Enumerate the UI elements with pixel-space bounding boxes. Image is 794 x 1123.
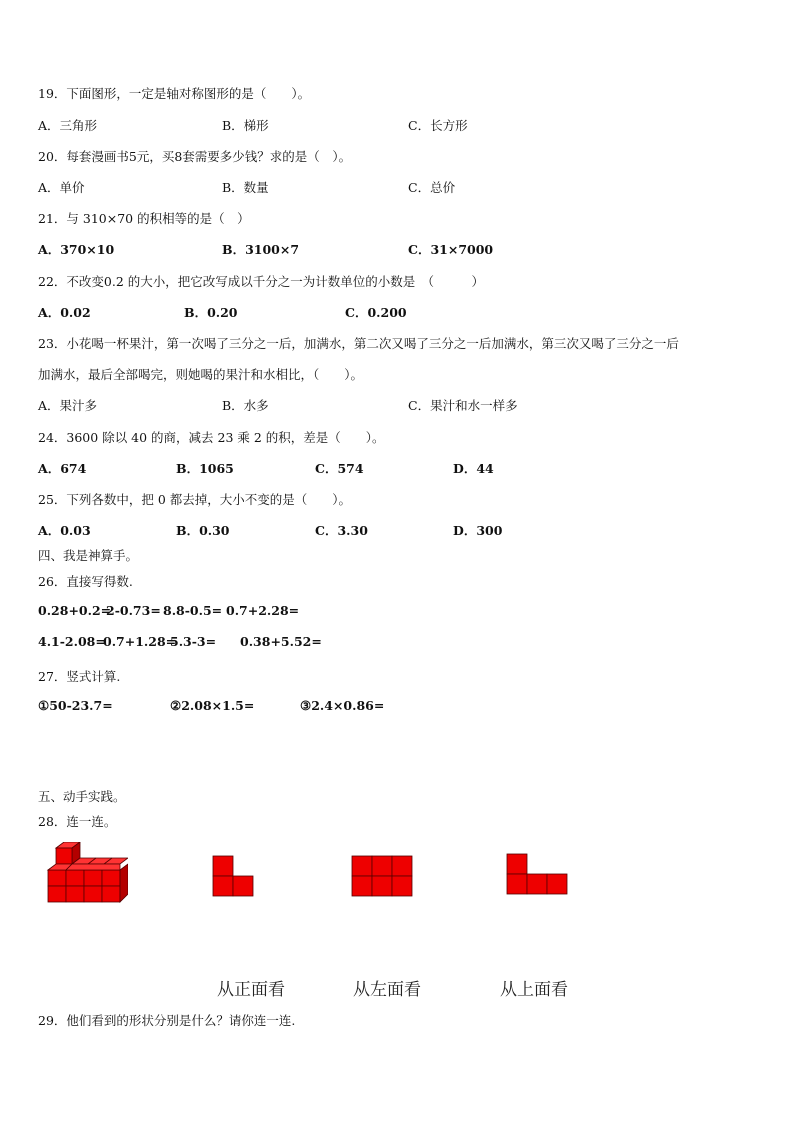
option-20c[interactable]: C．总价	[408, 180, 456, 195]
option-22a[interactable]: A．0.02	[38, 305, 91, 320]
option-20a[interactable]: A．单价	[38, 180, 85, 195]
question-27: 27．竖式计算.	[38, 669, 121, 684]
option-21a[interactable]: A．370×10	[38, 242, 115, 257]
view-shape-long-l[interactable]	[506, 853, 570, 895]
option-20b[interactable]: B．数量	[222, 180, 269, 195]
section-4-title: 四、我是神算手。	[38, 548, 139, 563]
option-25b[interactable]: B．0.30	[176, 523, 230, 538]
vertical-calc-3: ③2.4×0.86=	[300, 698, 385, 713]
view-shape-rect[interactable]	[351, 855, 413, 897]
option-19c[interactable]: C．长方形	[408, 118, 468, 133]
calc-8: 0.38+5.52=	[240, 634, 322, 649]
question-25: 25．下列各数中，把 0 都去掉，大小不变的是（ ）。	[38, 492, 352, 507]
question-26: 26．直接写得数.	[38, 574, 133, 589]
option-25a[interactable]: A．0.03	[38, 523, 91, 538]
option-24a[interactable]: A．674	[38, 461, 87, 476]
question-29: 29．他们看到的形状分别是什么？请你连一连.	[38, 1013, 296, 1028]
option-23b[interactable]: B．水多	[222, 398, 269, 413]
option-21c[interactable]: C．31×7000	[408, 242, 494, 257]
question-24: 24．3600 除以 40 的商，减去 23 乘 2 的积，差是（ ）。	[38, 430, 385, 445]
caption-left-view[interactable]: 从左面看	[353, 980, 421, 1000]
option-25d[interactable]: D．300	[453, 523, 503, 538]
question-28: 28．连一连。	[38, 814, 117, 829]
option-22b[interactable]: B．0.20	[184, 305, 238, 320]
caption-front-view[interactable]: 从正面看	[217, 980, 285, 1000]
option-25c[interactable]: C．3.30	[315, 523, 368, 538]
vertical-calc-1: ①50-23.7=	[38, 698, 113, 713]
option-23c[interactable]: C．果汁和水一样多	[408, 398, 518, 413]
question-21: 21．与 310×70 的积相等的是（ ）	[38, 211, 250, 226]
question-20: 20．每套漫画书5元，买8套需要多少钱？求的是（ ）。	[38, 149, 352, 164]
option-24c[interactable]: C．574	[315, 461, 364, 476]
calc-2: 2-0.73=	[106, 603, 161, 618]
option-24d[interactable]: D．44	[453, 461, 494, 476]
calc-3: 8.8-0.5=	[163, 603, 223, 618]
calc-4: 0.7+2.28=	[226, 603, 300, 618]
option-21b[interactable]: B．3100×7	[222, 242, 300, 257]
option-24b[interactable]: B．1065	[176, 461, 234, 476]
calc-7: 5.3-3=	[170, 634, 217, 649]
caption-top-view[interactable]: 从上面看	[500, 980, 568, 1000]
question-19: 19．下面图形，一定是轴对称图形的是（ ）。	[38, 86, 311, 101]
view-shape-l[interactable]	[212, 855, 256, 897]
option-22c[interactable]: C．0.200	[345, 305, 407, 320]
calc-5: 4.1-2.08=	[38, 634, 106, 649]
question-23-cont: 加满水，最后全部喝完，则她喝的果汁和水相比，（ ）。	[38, 367, 364, 382]
option-19b[interactable]: B．梯形	[222, 118, 269, 133]
option-19a[interactable]: A．三角形	[38, 118, 98, 133]
option-23a[interactable]: A．果汁多	[38, 398, 98, 413]
cube-stack-figure	[44, 842, 128, 904]
section-5-title: 五、动手实践。	[38, 789, 126, 804]
calc-1: 0.28+0.2=	[38, 603, 112, 618]
question-23: 23．小花喝一杯果汁，第一次喝了三分之一后，加满水，第二次又喝了三分之一后加满水，第三次又喝了三分之一后	[38, 336, 679, 351]
question-22: 22．不改变0.2 的大小，把它改写成以千分之一为计数单位的小数是 （ ）	[38, 274, 485, 289]
vertical-calc-2: ②2.08×1.5=	[170, 698, 255, 713]
calc-6: 0.7+1.28=	[103, 634, 177, 649]
